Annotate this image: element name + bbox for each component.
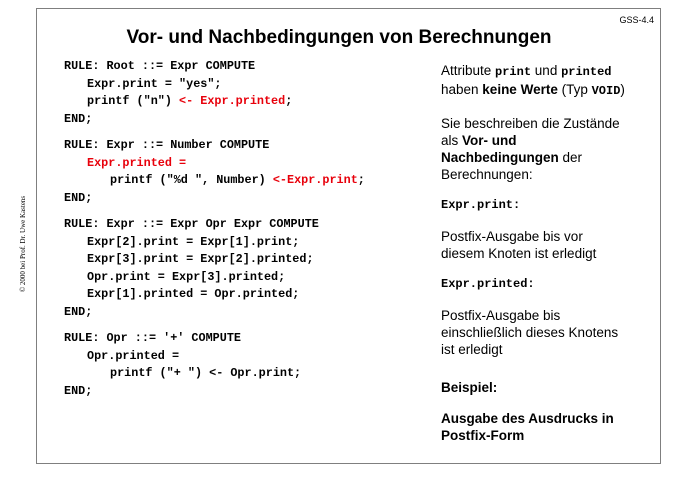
note-text: diesem Knoten ist erledigt [441,246,597,261]
note-text: ist erledigt [441,342,503,357]
code-line [64,172,434,190]
code-line: Expr.print = "yes"; [87,76,222,91]
note-printed-heading: Expr.printed: [441,277,535,291]
note-text: Berechnungen: [441,167,533,182]
note-bold: keine Werte [482,82,558,97]
note-print-desc [441,228,651,262]
note-text: einschließlich dieses Knotens [441,325,619,340]
code-highlight: <-Expr.print [272,173,358,187]
code-line: Expr[3].print = Expr[2].printed; [87,252,314,266]
note-printed-desc [441,307,651,358]
note-text: und [531,63,562,78]
note-bold: Nachbedingungen [441,150,559,165]
notes-column [441,62,651,444]
code-line: END; [64,190,93,205]
note-text: Postfix-Ausgabe bis vor [441,229,583,244]
note-code: printed [561,65,612,79]
note-text: ) [620,82,625,97]
note-print-heading: Expr.print: [441,198,521,212]
code-line: Opr.print = Expr[3].printed; [87,269,286,284]
code-line: RULE: Opr ::= '+' COMPUTE [64,331,241,345]
note-text: (Typ [557,82,592,97]
note-bold: Ausgabe des Ausdrucks in [441,411,614,426]
code-line: END; [64,304,93,319]
code-line: Expr[1].printed = Opr.printed; [87,287,300,301]
copyright-note: © 2000 bei Prof. Dr. Uwe Kastens [19,195,27,293]
note-bold: Vor- und [462,133,517,148]
note-code: VOID [591,84,621,98]
note-attributes [441,62,651,100]
code-block [64,58,434,400]
code-line: Expr[2].print = Expr[1].print; [87,234,300,249]
code-text: ; [285,94,293,108]
note-text: der [558,150,583,165]
note-text: haben [441,82,483,97]
note-conditions [441,115,651,183]
note-text: Sie beschreiben die Zustände [441,116,620,131]
slide-title: Vor- und Nachbedingungen von Berechnungen [126,27,552,48]
code-line: END; [64,383,93,398]
code-text: ; [357,173,365,187]
note-example-heading [441,379,651,396]
code-line: END; [64,111,93,126]
note-text: Postfix-Ausgabe bis [441,308,561,323]
note-bold: Postfix-Form [441,428,525,443]
note-bold: Beispiel: [441,380,498,395]
code-text: printf ("n") [87,94,180,108]
code-line: RULE: Expr ::= Number COMPUTE [64,138,270,152]
code-line: printf ("+ ") <- Opr.print; [110,366,302,380]
code-line [64,93,434,111]
note-text: Attribute [441,63,496,78]
note-text: als [441,133,463,148]
slide-id: GSS-4.4 [619,15,654,25]
code-line: Opr.printed = [87,348,180,363]
code-text: printf ("%d ", Number) [110,173,273,187]
note-example-desc [441,410,651,444]
code-line: RULE: Root ::= Expr COMPUTE [64,59,256,73]
code-highlight: Expr.printed = [87,155,187,170]
code-line: RULE: Expr ::= Expr Opr Expr COMPUTE [64,217,319,231]
note-code: print [495,65,532,79]
code-highlight: <- Expr.printed [179,94,286,108]
